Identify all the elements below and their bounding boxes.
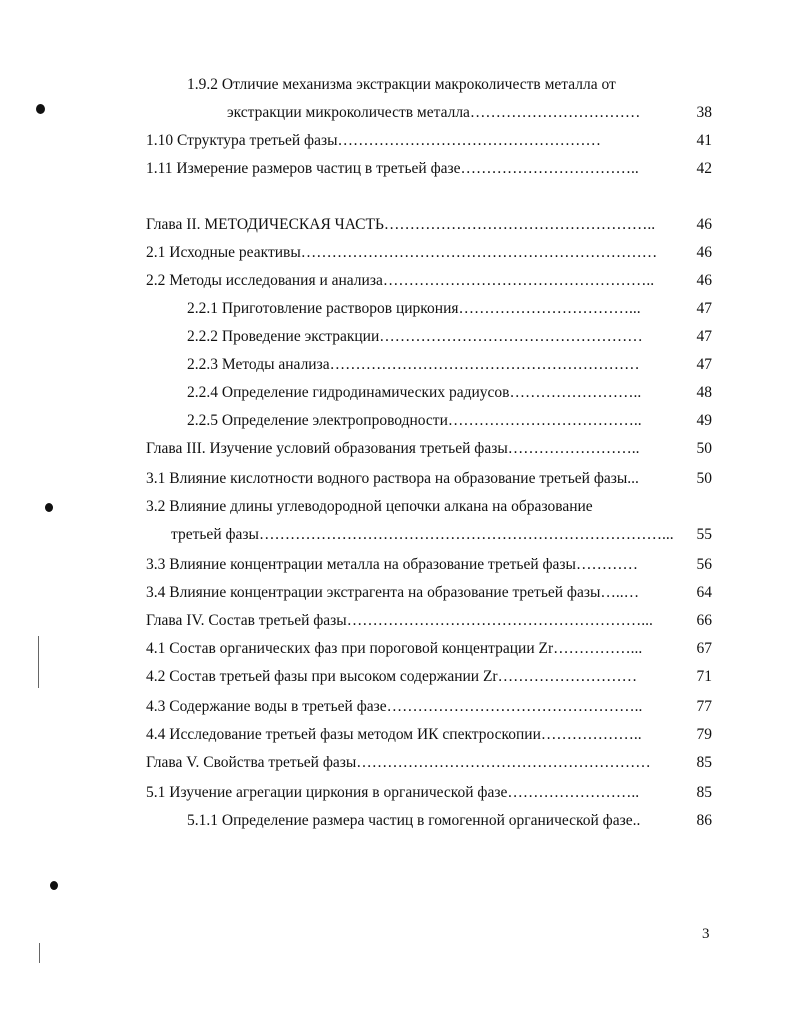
toc-entry-page: 77 [696,698,712,715]
toc-entry-title: 4.1 Состав органических фаз при пороговой концентрации Zr……………... [146,640,643,657]
toc-entry-title: 4.4 Исследование третьей фазы методом ИК спектроскопии……………….. [146,726,642,743]
toc-entry-page: 66 [696,612,712,629]
toc-entry-page: 47 [696,300,712,317]
toc-entry-title: 2.2.5 Определение электропроводности……………………………….. [187,412,642,429]
toc-entry-title: 3.4 Влияние концентрации экстрагента на образование третьей фазы…..… [146,584,640,601]
toc-entry-page: 47 [696,328,712,345]
toc-entry-page: 41 [696,132,712,149]
toc-entry-page: 50 [696,440,712,457]
scan-dot-mark [45,503,53,512]
toc-entry-title: 2.2.2 Проведение экстракции…………………………………………… [187,328,643,345]
toc-entry-page: 71 [696,668,712,685]
toc-entry-page: 67 [696,640,712,657]
page-number: 3 [702,926,710,942]
toc-entry-title: 5.1.1 Определение размера частиц в гомогенной органической фазе.. [187,812,641,829]
toc-entry-title: Глава II. МЕТОДИЧЕСКАЯ ЧАСТЬ…………………………………………….. [146,216,656,233]
scan-dot-mark [50,881,58,890]
toc-entry-title: 4.3 Содержание воды в третьей фазе………………………………………….. [146,698,643,715]
toc-entry-title: Глава III. Изучение условий образования третьей фазы…………………….. [146,440,640,457]
toc-entry-page: 47 [696,356,712,373]
scan-margin-mark [38,636,39,688]
toc-entry-page: 85 [696,754,712,771]
toc-entry-title: 2.2 Методы исследования и анализа…………………………………………….. [146,272,655,289]
toc-entry-page: 55 [696,526,712,543]
toc-entry-page: 38 [696,104,712,121]
toc-entry-page: 42 [696,160,712,177]
toc-entry-page: 85 [696,784,712,801]
toc-entry-page: 50 [696,470,712,487]
toc-entry-page: 56 [696,556,712,573]
toc-entry-title: 1.10 Структура третьей фазы…………………………………………… [146,132,601,149]
toc-entry-title: 2.2.1 Приготовление растворов циркония……………………………... [187,300,641,317]
toc-entry-title: Глава IV. Состав третьей фазы…………………………………………………... [146,612,653,629]
toc-entry-title: 1.9.2 Отличие механизма экстракции макроколичеств металла от [187,76,616,93]
toc-entry-page: 86 [696,812,712,829]
toc-entry-page: 79 [696,726,712,743]
toc-entry-title: 3.2 Влияние длины углеводородной цепочки алкана на образование [146,498,593,515]
scan-margin-mark [39,943,40,963]
toc-entry-title: 2.2.4 Определение гидродинамических радиусов…………………….. [187,384,642,401]
toc-entry-title: 3.3 Влияние концентрации металла на образование третьей фазы………… [146,556,638,573]
toc-entry-title: экстракции микроколичеств металла…………………………… [227,104,641,121]
toc-entry-title: 5.1 Изучение агрегации циркония в органической фазе…………………….. [146,784,640,801]
toc-entry-page: 46 [696,272,712,289]
toc-entry-page: 49 [696,412,712,429]
toc-entry-title: 2.1 Исходные реактивы…………………………………………………………… [146,244,658,261]
toc-entry-title: 2.2.3 Методы анализа…………………………………………………… [187,356,640,373]
toc-entry-page: 64 [696,584,712,601]
toc-entry-page: 48 [696,384,712,401]
toc-entry-title: 1.11 Измерение размеров частиц в третьей фазе…………………………….. [146,160,639,177]
toc-entry-page: 46 [696,216,712,233]
scan-dot-mark [36,104,45,114]
toc-entry-title: Глава V. Свойства третьей фазы………………………………………………… [146,754,651,771]
toc-entry-page: 46 [696,244,712,261]
toc-entry-title: третьей фазы……………………………………………………………………... [171,526,674,543]
toc-entry-title: 4.2 Состав третьей фазы при высоком содержании Zr……………………… [146,668,638,685]
toc-entry-title: 3.1 Влияние кислотности водного раствора на образование третьей фазы... [146,470,639,487]
